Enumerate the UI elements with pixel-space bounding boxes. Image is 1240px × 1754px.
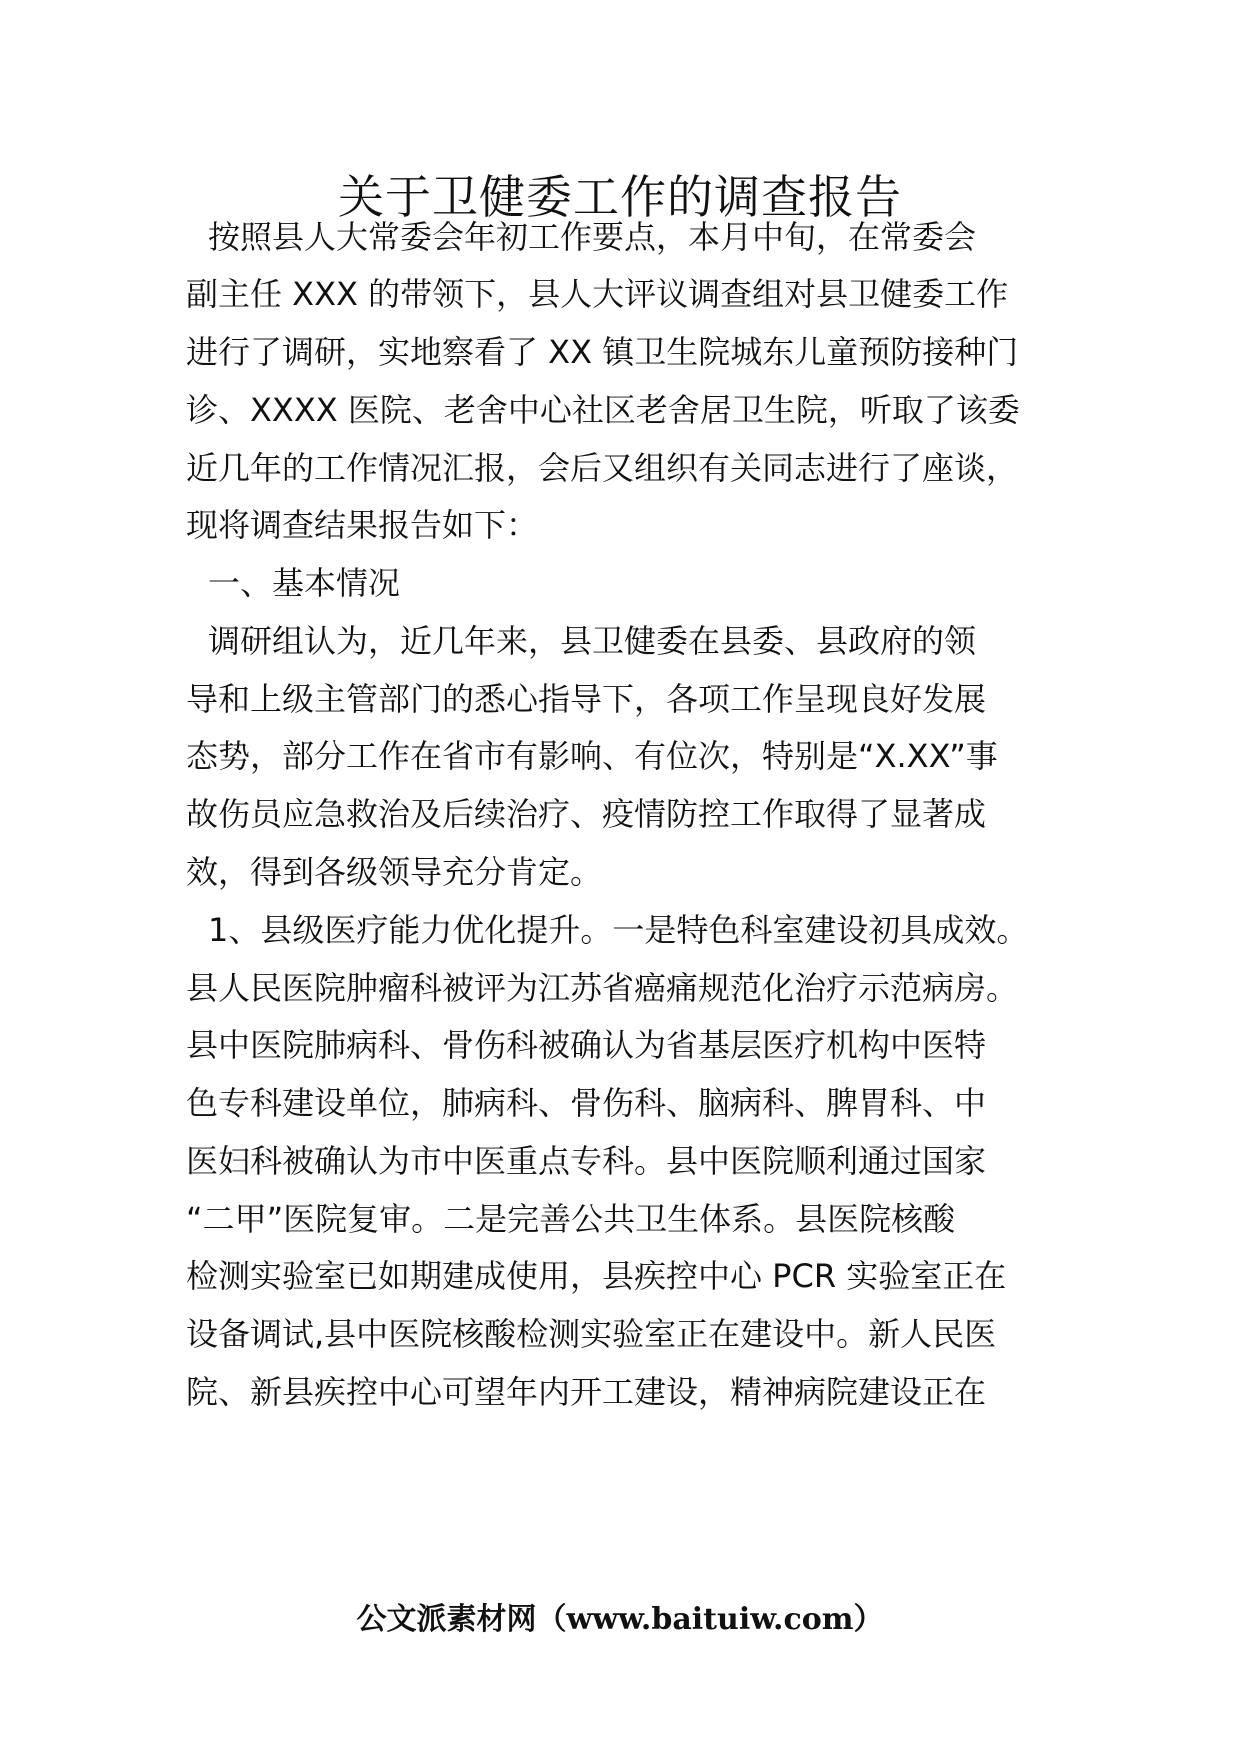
paragraph-line: 检测实验室已如期建成使用，县疾控中心 PCR 实验室正在 bbox=[186, 1257, 1007, 1295]
section-heading: 一、基本情况 bbox=[208, 564, 401, 602]
paragraph-line: 故伤员应急救治及后续治疗、疫情防控工作取得了显著成 bbox=[186, 795, 987, 833]
paragraph-line: 县人民医院肿瘤科被评为江苏省癌痛规范化治疗示范病房。 bbox=[186, 969, 1019, 1007]
paragraph-line: 诊、XXXX 医院、老舍中心社区老舍居卫生院，听取了该委 bbox=[186, 391, 1020, 429]
paragraph-line: 副主任 XXX 的带领下，县人大评议调查组对县卫健委工作 bbox=[186, 275, 1009, 313]
paragraph-line: 设备调试,县中医院核酸检测实验室正在建设中。新人民医 bbox=[186, 1315, 997, 1353]
footer-watermark: 公文派素材网（www.baituiw.com） bbox=[356, 1602, 884, 1637]
paragraph-line: 态势，部分工作在省市有影响、有位次，特别是“X.XX”事 bbox=[186, 737, 998, 775]
paragraph-line: 院、新县疾控中心可望年内开工建设，精神病院建设正在 bbox=[186, 1373, 987, 1411]
paragraph-line: 现将调查结果报告如下： bbox=[186, 506, 539, 544]
document-title: 关于卫健委工作的调查报告 bbox=[338, 170, 902, 224]
paragraph-line: 效，得到各级领导充分肯定。 bbox=[186, 853, 603, 891]
paragraph-line: 调研组认为，近几年来，县卫健委在县委、县政府的领 bbox=[208, 622, 977, 660]
paragraph-line: 近几年的工作情况汇报，会后又组织有关同志进行了座谈， bbox=[186, 449, 1019, 487]
paragraph-line: 色专科建设单位，肺病科、骨伤科、脑病科、脾胃科、中 bbox=[186, 1084, 987, 1122]
paragraph-line: 按照县人大常委会年初工作要点，本月中旬，在常委会 bbox=[208, 218, 977, 256]
paragraph-line: 1、县级医疗能力优化提升。一是特色科室建设初具成效。 bbox=[208, 911, 1029, 949]
paragraph-line: 导和上级主管部门的悉心指导下，各项工作呈现良好发展 bbox=[186, 680, 987, 718]
paragraph-line: “二甲”医院复审。二是完善公共卫生体系。县医院核酸 bbox=[186, 1200, 956, 1238]
paragraph-line: 医妇科被确认为市中医重点专科。县中医院顺利通过国家 bbox=[186, 1142, 987, 1180]
paragraph-line: 县中医院肺病科、骨伤科被确认为省基层医疗机构中医特 bbox=[186, 1026, 987, 1064]
paragraph-line: 进行了调研，实地察看了 XX 镇卫生院城东儿童预防接种门 bbox=[186, 333, 1019, 371]
